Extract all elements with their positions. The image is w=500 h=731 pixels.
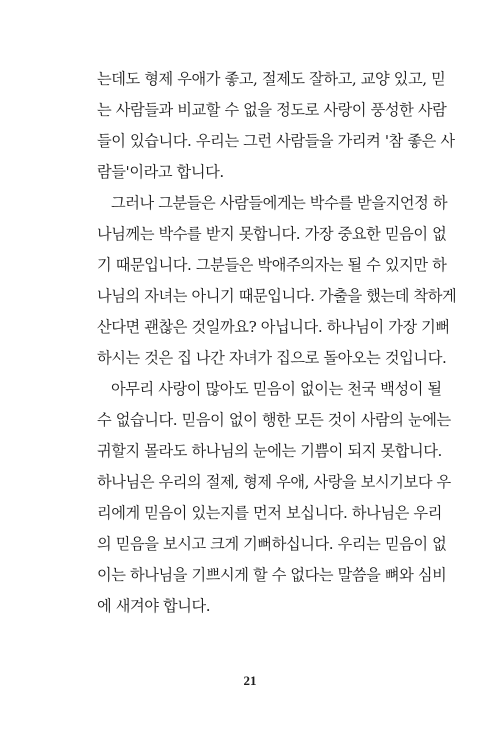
text-line: 는데도 형제 우애가 좋고, 절제도 잘하고, 교양 있고, 믿 bbox=[97, 70, 446, 88]
page-number: 21 bbox=[243, 673, 257, 688]
text-line: 하나님은 우리의 절제, 형제 우애, 사랑을 보시기보다 우 bbox=[97, 473, 451, 491]
text-line: 아무리 사랑이 많아도 믿음이 없이는 천국 백성이 될 bbox=[111, 380, 442, 398]
body-text bbox=[97, 64, 457, 622]
paragraph-1 bbox=[97, 64, 455, 188]
paragraph-3 bbox=[97, 374, 451, 622]
text-line: 나님의 자녀는 아니기 때문입니다. 가출을 했는데 착하게 bbox=[97, 287, 457, 305]
text-line: 리에게 믿음이 있는지를 먼저 보십니다. 하나님은 우리 bbox=[97, 504, 442, 522]
text-line: 이는 하나님을 기쁘시게 할 수 없다는 말씀을 뼈와 심비 bbox=[97, 566, 447, 584]
paragraph-2 bbox=[97, 188, 457, 374]
text-line: 귀할지 몰라도 하나님의 눈에는 기쁨이 되지 못합니다. bbox=[97, 442, 442, 460]
text-line: 에 새겨야 합니다. bbox=[97, 597, 211, 615]
text-line: 는 사람들과 비교할 수 없을 정도로 사랑이 풍성한 사람 bbox=[97, 101, 447, 119]
text-line: 기 때문입니다. 그분들은 박애주의자는 될 수 있지만 하 bbox=[97, 256, 447, 274]
text-line: 하시는 것은 집 나간 자녀가 집으로 돌아오는 것입니다. bbox=[97, 349, 447, 367]
text-line: 수 없습니다. 믿음이 없이 행한 모든 것이 사람의 눈에는 bbox=[97, 411, 451, 429]
text-line: 나님께는 박수를 받지 못합니다. 가장 중요한 믿음이 없 bbox=[97, 225, 447, 243]
text-line: 의 믿음을 보시고 크게 기뻐하십니다. 우리는 믿음이 없 bbox=[97, 535, 447, 553]
text-line: 산다면 괜찮은 것일까요? 아닙니다. 하나님이 가장 기뻐 bbox=[97, 318, 450, 336]
text-line: 그러나 그분들은 사람들에게는 박수를 받을지언정 하 bbox=[111, 194, 448, 212]
text-line: 람들'이라고 합니다. bbox=[97, 163, 224, 181]
text-line: 들이 있습니다. 우리는 그런 사람들을 가리켜 '참 좋은 사 bbox=[97, 132, 455, 150]
